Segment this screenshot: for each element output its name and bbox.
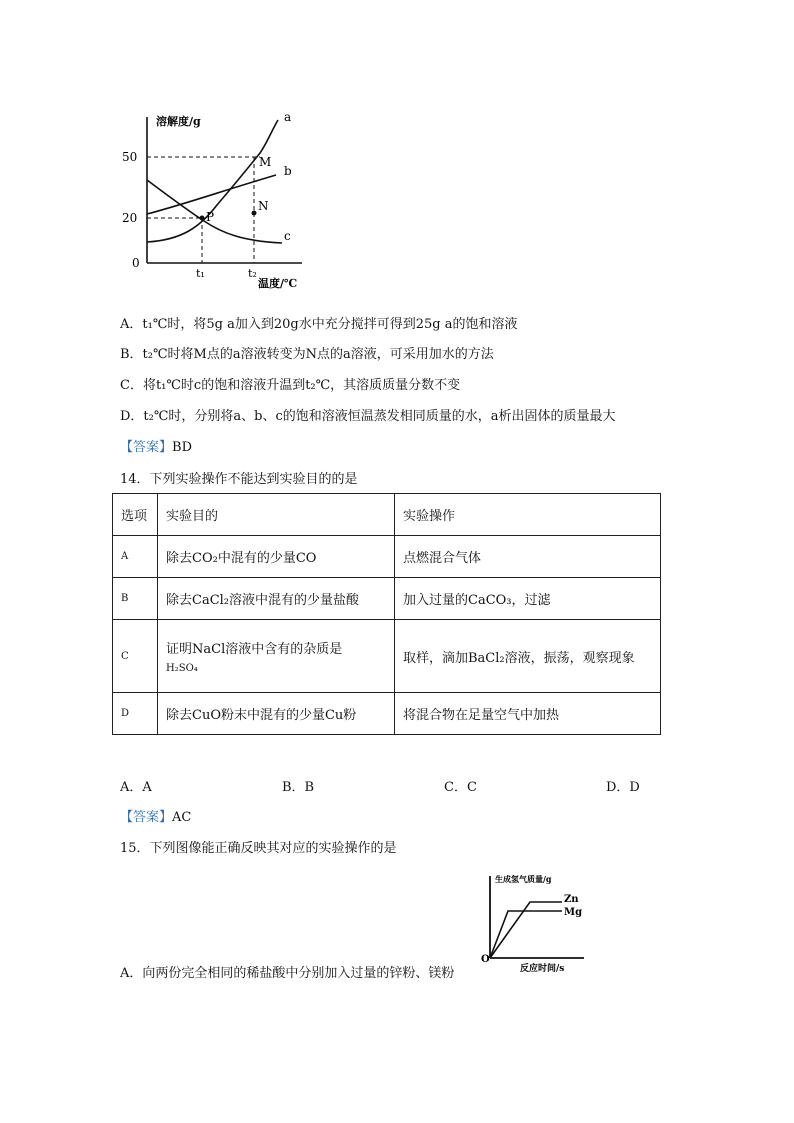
row-purpose: 除去CaCl₂溶液中混有的少量盐酸	[158, 578, 395, 620]
tick-20: 20	[122, 211, 138, 225]
table-row	[113, 693, 661, 735]
header-operation: 实验操作	[395, 494, 661, 536]
point-p-dot	[200, 216, 205, 221]
q14-table	[112, 493, 661, 735]
answer-tag: 【答案】	[120, 440, 173, 455]
label-p: P	[206, 210, 215, 224]
q13-option-c: C．将t₁℃时c的饱和溶液升温到t₂℃，其溶质质量分数不变	[120, 378, 461, 393]
q14-choice-c: C．C	[444, 780, 477, 795]
tick-t1: t₁	[196, 267, 205, 280]
solubility-graph	[112, 105, 312, 295]
tick-t2: t₂	[248, 267, 257, 280]
label-b: b	[284, 164, 292, 178]
series-mg	[490, 911, 562, 958]
point-n-dot	[252, 211, 257, 216]
tick-50: 50	[122, 150, 138, 164]
answer-value: BD	[172, 440, 192, 455]
graph2-origin: O	[481, 954, 490, 965]
graph2-ylabel: 生成氢气质量/g	[495, 874, 552, 884]
header-option: 选项	[113, 494, 158, 536]
label-mg: Mg	[564, 907, 583, 918]
q15-stem: 15．下列图像能正确反映其对应的实验操作的是	[120, 841, 397, 856]
q14-choice-b: B．B	[282, 780, 315, 795]
q14-choice-a: A．A	[120, 780, 152, 795]
row-operation: 将混合物在足量空气中加热	[395, 693, 661, 735]
row-purpose-line2: H₂SO₄	[166, 663, 198, 674]
row-option: A	[113, 536, 158, 578]
graph-xlabel: 温度/℃	[258, 277, 298, 290]
q13-option-a: A．t₁℃时，将5g a加入到20g水中充分搅拌可得到25g a的饱和溶液	[120, 317, 518, 332]
table-header-row	[113, 494, 661, 536]
table-row	[113, 536, 661, 578]
graph-ylabel: 溶解度/g	[156, 115, 201, 128]
q13-answer	[120, 436, 192, 455]
tick-0: 0	[132, 256, 140, 270]
row-purpose: 除去CuO粉末中混有的少量Cu粉	[158, 693, 395, 735]
q14-answer	[120, 806, 191, 825]
q13-option-b: B．t₂℃时将M点的a溶液转变为N点的a溶液，可采用加水的方法	[120, 347, 494, 362]
graph2-xlabel: 反应时间/s	[520, 964, 565, 974]
label-m: M	[259, 155, 272, 169]
q15-option-a: A．向两份完全相同的稀盐酸中分别加入过量的锌粉、镁粉	[120, 966, 455, 981]
row-option: D	[113, 693, 158, 735]
label-zn: Zn	[564, 894, 579, 905]
table-row	[113, 578, 661, 620]
row-operation: 加入过量的CaCO₃，过滤	[395, 578, 661, 620]
row-purpose	[158, 620, 395, 693]
row-option: C	[113, 620, 158, 693]
answer-value: AC	[172, 810, 192, 825]
row-purpose: 除去CO₂中混有的少量CO	[158, 536, 395, 578]
label-n: N	[258, 199, 269, 213]
label-a: a	[284, 110, 292, 124]
row-operation: 点燃混合气体	[395, 536, 661, 578]
row-operation: 取样，滴加BaCl₂溶液，振荡，观察现象	[395, 620, 661, 693]
label-c: c	[284, 229, 291, 243]
q14-choice-d: D．D	[606, 780, 640, 795]
row-option: B	[113, 578, 158, 620]
header-purpose: 实验目的	[158, 494, 395, 536]
hydrogen-graph	[478, 868, 588, 978]
answer-tag: 【答案】	[120, 810, 173, 825]
q13-option-d: D．t₂℃时，分别将a、b、c的饱和溶液恒温蒸发相同质量的水，a析出固体的质量最大	[120, 409, 616, 424]
q14-stem: 14．下列实验操作不能达到实验目的的是	[120, 472, 358, 487]
row-purpose-line1: 证明NaCl溶液中含有的杂质是	[166, 642, 343, 657]
table-row	[113, 620, 661, 693]
